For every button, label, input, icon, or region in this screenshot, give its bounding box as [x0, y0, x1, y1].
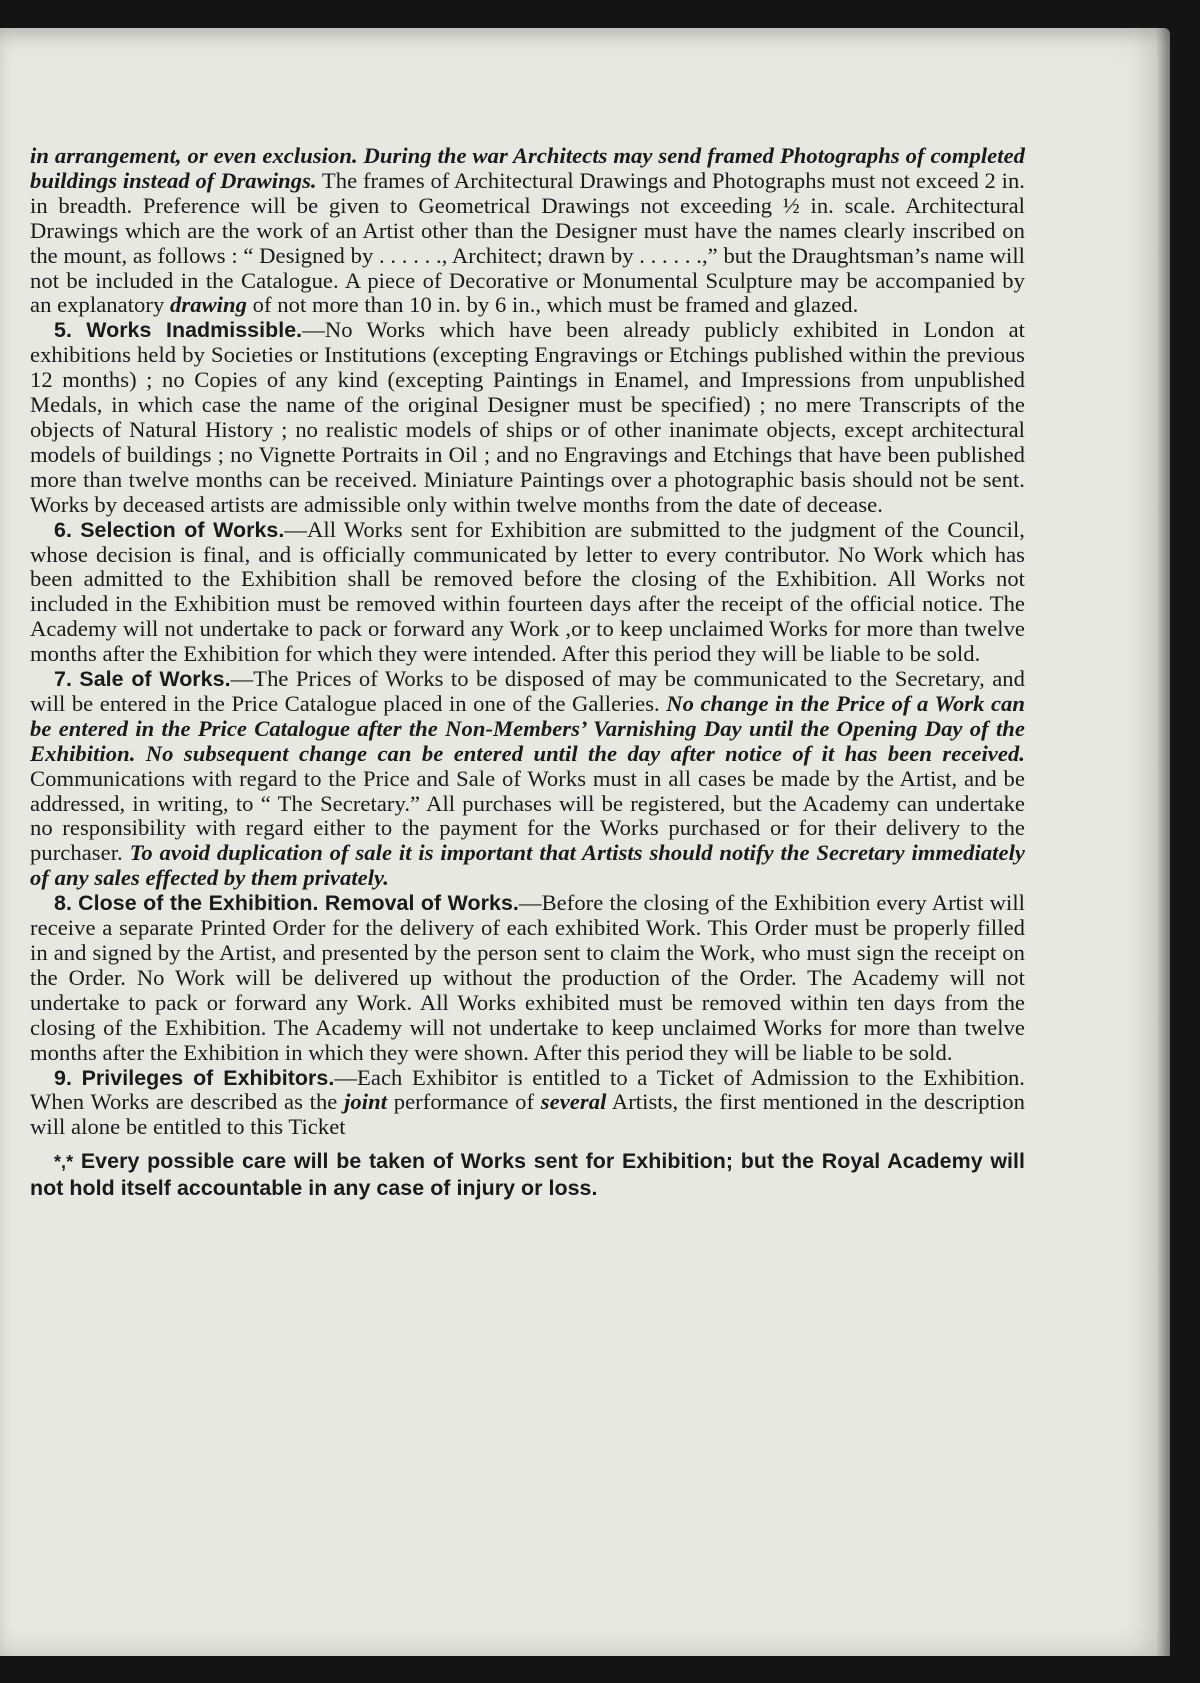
- section-7-italic-1: No change in the Price of a Work can be entered in the Price Catalogue after the Non-Members’ Varnishing Day until the Opening Day of the Exhibition. No subsequent change can be entered until the day after notice of it has been received.: [30, 690, 1026, 766]
- section-6-number: 6.: [54, 517, 72, 542]
- section-6: [30, 518, 1025, 667]
- section-6-text: —All Works sent for Exhibition are submitted to the judgment of the Council, whose decision is final, and is officially communicated by letter to every contributor. No Work which has been admitted to the Exhibition shall be removed before the closing of the Exhibition. All Works not included in the Exhibition must be removed within fourteen days after the receipt of the official notice. The Academy will not undertake to pack or forward any Work ,or to keep unclaimed Works for more than twelve months after the Exhibition for which they were intended. After this period they will be liable to be sold.: [30, 516, 1025, 667]
- section-9: [30, 1066, 1025, 1141]
- footnote: [30, 1148, 1025, 1201]
- section-5: [30, 318, 1025, 517]
- section-9-text-2: performance of: [387, 1089, 541, 1115]
- section-7-number: 7.: [54, 667, 72, 692]
- section-5-heading: Works Inadmissible.: [86, 318, 303, 343]
- document-page: [0, 28, 1170, 1656]
- intro-italic-1: in arrangement, or even exclusion. During the war Architects may send framed Photographs of completed buildings instead of Drawings.: [30, 143, 1025, 193]
- section-9-number: 9.: [54, 1065, 72, 1090]
- intro-text-1: The frames of Architectural Drawings and Photographs must not exceed 2 in. in breadth. Preference will be given to Geometrical Drawings not exceeding ½ in. scale. Architectural Drawings which are the work of an Artist other than the Designer must have the names clearly inscribed on the mount, as follows : “ Designed by . . . . . ., Architect; drawn by . . . . . .,” but the Draughtsman’s name will not be included in the Catalogue. A piece of Decorative or Monumental Sculpture may be accompanied by an explanatory: [30, 167, 1025, 318]
- section-7-text-1: —The Prices of Works to be disposed of may be communicated to the Secretary, and will be entered in the Price Catalogue placed in one of the Galleries.: [30, 666, 1026, 716]
- section-8-number: 8.: [54, 891, 72, 916]
- footnote-text: Every possible care will be taken of Works sent for Exhibition; but the Royal Academy will not hold itself accountable in any case of injury or loss.: [30, 1149, 1025, 1201]
- section-5-text: —No Works which have been already publicly exhibited in London at exhibitions held by Societies or Institutions (excepting Engravings or Etchings published within the previous 12 months) ; no Copies of any kind (excepting Paintings in Enamel, and Impressions from unpublished Medals, in which case the name of the original Designer must be specified) ; no mere Transcripts of the objects of Natural History ; no realistic models of ships or of other inanimate objects, except architectural models of buildings ; no Vignette Portraits in Oil ; and no Engravings and Etchings that have been published more than twelve months can be received. Miniature Paintings over a photographic basis should not be sent. Works by deceased artists are admissible only within twelve months from the date of decease.: [30, 317, 1026, 517]
- section-9-heading: Privileges of Exhibitors.: [81, 1065, 335, 1090]
- section-7-heading: Sale of Works.: [79, 667, 231, 692]
- asterism-icon: *,*: [54, 1152, 74, 1173]
- section-7-italic-2: To avoid duplication of sale it is important that Artists should notify the Secretary immediately of any sales effected by them privately.: [30, 840, 1025, 891]
- intro-paragraph: [30, 144, 1025, 318]
- section-9-text-3: Artists, the first mentioned in the description will alone be entitled to this Ticket: [30, 1089, 1026, 1140]
- intro-italic-2: drawing: [170, 292, 247, 318]
- section-7-text-2: Communications with regard to the Price and Sale of Works must in all cases be made by the Artist, and be addressed, in writing, to “ The Secretary.” All purchases will be registered, but the Academy can undertake no responsibility with regard either to the payment for the Works purchased or for their delivery to the purchaser.: [30, 765, 1025, 866]
- intro-text-2: of not more than 10 in. by 6 in., which must be framed and glazed.: [246, 292, 859, 318]
- section-8-text: —Before the closing of the Exhibition every Artist will receive a separate Printed Order for the delivery of each exhibited Work. This Order must be properly filled in and signed by the Artist, and presented by the person sent to claim the Work, who must sign the receipt on the Order. No Work will be delivered up without the production of the Order. The Academy will not undertake to pack or forward any Work. All Works exhibited must be removed within ten days from the closing of the Exhibition. The Academy will not undertake to keep unclaimed Works for more than twelve months after the Exhibition in which they were shown. After this period they will be liable to be sold.: [30, 890, 1025, 1065]
- section-8: [30, 891, 1025, 1065]
- section-9-italic-1: joint: [344, 1089, 388, 1115]
- section-9-italic-2: several: [540, 1089, 607, 1115]
- section-7: [30, 667, 1025, 891]
- document-body: [30, 144, 1025, 1201]
- section-6-heading: Selection of Works.: [80, 517, 285, 542]
- section-9-text-1: —Each Exhibitor is entitled to a Ticket of Admission to the Exhibition. When Works are described as the: [30, 1064, 1025, 1115]
- section-5-number: 5.: [54, 318, 72, 343]
- section-8-heading: Close of the Exhibition. Removal of Works.: [78, 891, 519, 916]
